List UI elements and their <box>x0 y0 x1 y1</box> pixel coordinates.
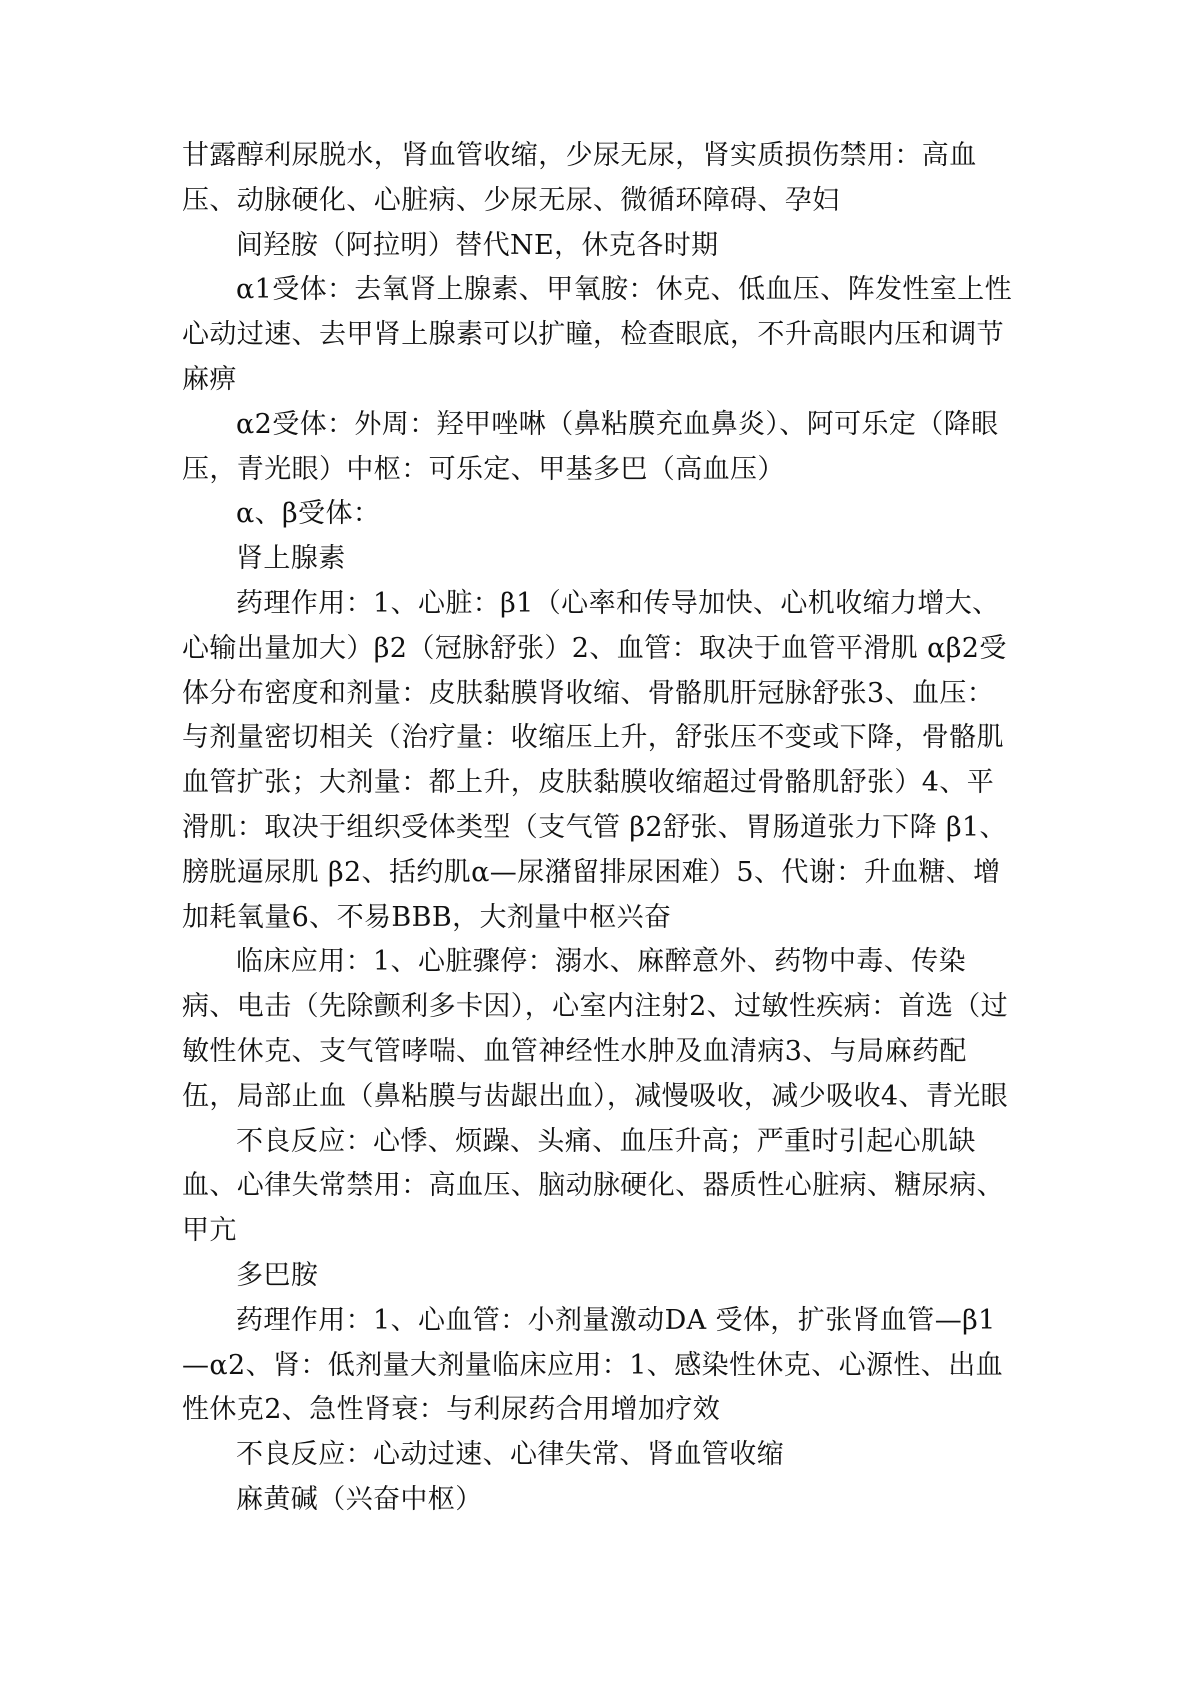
paragraph-epinephrine-adverse: 不良反应：心悸、烦躁、头痛、血压升高；严重时引起心肌缺血、心律失常禁用：高血压、脑动脉硬化、器质性心脏病、糖尿病、甲亢 <box>182 1125 1004 1247</box>
paragraph-alpha1-receptor: α1受体：去氧肾上腺素、甲氧胺：休克、低血压、阵发性室上性心动过速、去甲肾上腺素可以扩瞳，检查眼底，不升高眼内压和调节麻痹 <box>182 274 1013 395</box>
paragraph-mannitol: 甘露醇利尿脱水，肾血管收缩，少尿无尿，肾实质损伤禁用：高血压、动脉硬化、心脏病、少尿无尿、微循环障碍、孕妇 <box>182 140 977 216</box>
paragraph-dopamine-pharmacology: 药理作用：1、心血管：小剂量激动DA 受体，扩张肾血管—β1—α2、肾：低剂量大剂量临床应用：1、感染性休克、心源性、出血性休克2、急性肾衰：与利尿药合用增加疗效 <box>182 1304 1003 1426</box>
paragraph-alpha-beta-heading: α、β受体： <box>236 498 381 530</box>
paragraph-dopamine-heading: 多巴胺 <box>236 1259 319 1291</box>
paragraph-metaraminol: 间羟胺（阿拉明）替代NE，休克各时期 <box>236 229 719 261</box>
paragraph-epinephrine-heading: 肾上腺素 <box>236 543 346 575</box>
paragraph-dopamine-adverse: 不良反应：心动过速、心律失常、肾血管收缩 <box>236 1439 784 1471</box>
paragraph-alpha2-receptor: α2受体：外周：羟甲唑啉（鼻粘膜充血鼻炎）、阿可乐定（降眼压，青光眼）中枢：可乐定、甲基多巴（高血压） <box>182 408 999 485</box>
paragraph-ephedrine-heading: 麻黄碱（兴奋中枢） <box>236 1483 483 1515</box>
document-body <box>182 134 1012 1523</box>
paragraph-epinephrine-pharmacology: 药理作用：1、心脏：β1（心率和传导加快、心机收缩力增大、心输出量加大）β2（冠脉舒张）2、血管：取决于血管平滑肌 αβ2受体分布密度和剂量：皮肤黏膜肾收缩、骨骼肌肝冠脉舒张3、血压：与剂量密切相关（治疗量：收缩压上升，舒张压不变或下降，骨骼肌血管扩张；大剂量：都上升，皮肤黏膜收缩超过骨骼肌舒张）4、平滑肌：取决于组织受体类型（支气管 β2舒张、胃肠道张力下降 β1、膀胱逼尿肌 β2、括约肌α—尿潴留排尿困难）5、代谢：升血糖、增加耗氧量6、不易BBB，大剂量中枢兴奋 <box>182 587 1007 933</box>
paragraph-epinephrine-clinical: 临床应用：1、心脏骤停：溺水、麻醉意外、药物中毒、传染病、电击（先除颤利多卡因），心室内注射2、过敏性疾病：首选（过敏性休克、支气管哮喘、血管神经性水肿及血清病3、与局麻药配伍，局部止血（鼻粘膜与齿龈出血），减慢吸收，减少吸收4、青光眼 <box>182 946 1009 1112</box>
